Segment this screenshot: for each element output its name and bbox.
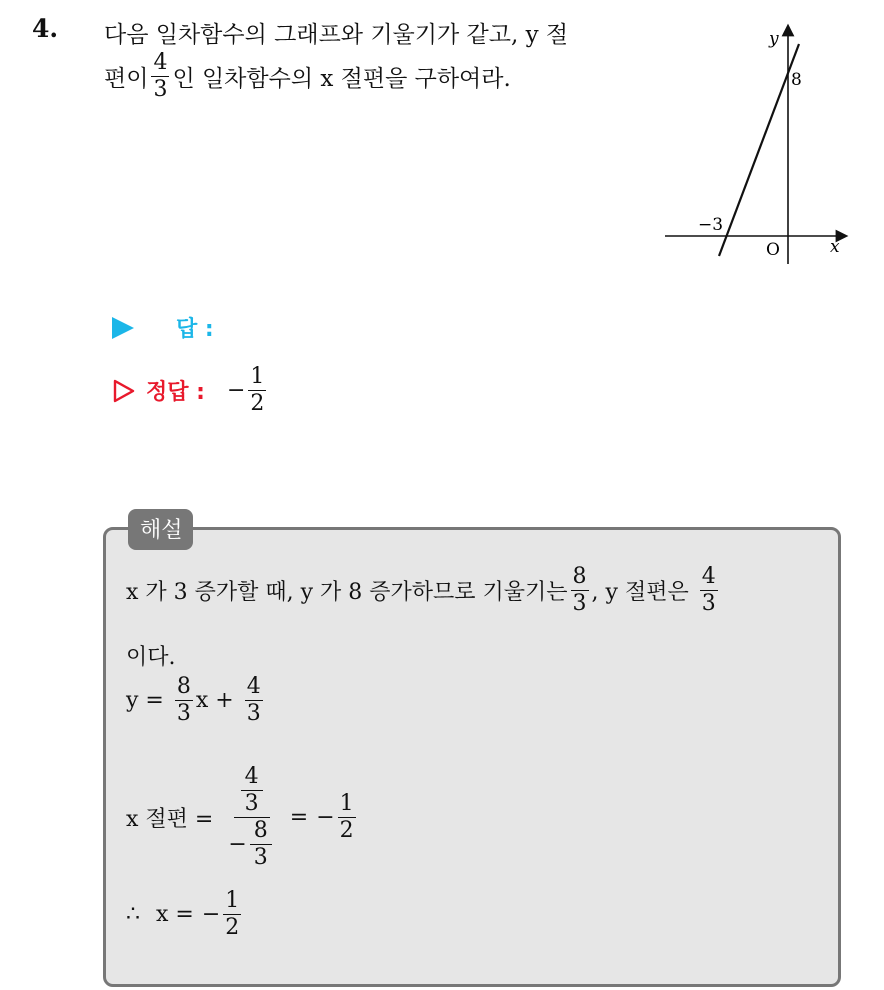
answer-label: 답 :: [176, 317, 214, 342]
eq1-fraction2: [245, 676, 263, 725]
fraction-numerator: 8: [250, 820, 272, 845]
correct-answer-value: [227, 366, 269, 415]
answer-row: [112, 312, 214, 343]
solution-equation3: [126, 890, 244, 939]
filled-triangle-icon: [112, 317, 134, 339]
fraction-denominator: 2: [339, 818, 354, 843]
solution-line1-mid: , y 절편은: [591, 580, 689, 605]
question-text-line1: 다음 일차함수의 그래프와 기울기가 같고, y 절: [104, 22, 569, 48]
eq2-result-fraction: [338, 793, 356, 842]
fraction-numerator: 4: [701, 564, 716, 589]
solution-equation1: [126, 676, 266, 725]
fraction-numerator: 4: [153, 50, 168, 75]
question-line2-suffix: 인 일차함수의 x 절편을 구하여라.: [172, 66, 511, 92]
origin-label: O: [766, 240, 780, 260]
correct-answer-label: 정답 :: [146, 380, 205, 405]
eq3-lhs: x =: [156, 902, 194, 927]
eq1-lhs: y =: [126, 688, 164, 713]
fraction-numerator: 1: [339, 791, 354, 816]
x-intercept-label: −3: [698, 215, 724, 235]
eq3-fraction: [223, 890, 241, 939]
fraction-numerator: 1: [225, 888, 240, 913]
fraction-denominator: 2: [225, 915, 240, 940]
eq2-top-fraction: [241, 766, 263, 815]
x-axis-label: x: [830, 237, 840, 257]
fraction-denominator: 3: [701, 591, 716, 616]
fraction-numerator: 8: [176, 674, 191, 699]
fraction-denominator: 3: [176, 701, 191, 726]
solution-line1-text: x 가 3 증가할 때, y 가 8 증가하므로 기울기는: [126, 580, 568, 605]
eq2-lhs: x 절편 =: [126, 807, 214, 832]
fraction-denominator: 3: [572, 591, 587, 616]
y-intercept-label: 8: [791, 70, 802, 90]
fraction-denominator: 3: [244, 791, 259, 816]
fraction-denominator: 3: [153, 77, 168, 102]
eq2-bottom-sign: −: [228, 831, 247, 857]
eq2-compound-fraction: [224, 766, 278, 869]
function-graph: [660, 22, 850, 267]
compound-numerator: [234, 766, 270, 818]
fraction-numerator: 8: [572, 564, 587, 589]
y-intercept-fraction: [151, 52, 169, 101]
question-text-line2: [104, 52, 511, 101]
fraction-numerator: 4: [241, 766, 263, 791]
eq1-mid: x +: [195, 688, 234, 713]
question-number: 4.: [32, 14, 59, 43]
compound-denominator: [224, 818, 278, 869]
question-line2-prefix: 편이: [104, 66, 149, 92]
slope-fraction: [571, 566, 589, 615]
correct-answer-row: [112, 366, 269, 415]
solution-equation2: [126, 766, 359, 869]
eq1-fraction1: [175, 676, 193, 725]
answer-fraction: [248, 366, 266, 415]
solution-tab: 해설: [128, 509, 193, 550]
eq2-equals: =: [289, 805, 309, 830]
function-line: [719, 44, 799, 256]
fraction-numerator: 4: [246, 674, 261, 699]
therefore-symbol: ∴: [126, 902, 140, 927]
outline-triangle-icon: [112, 379, 136, 403]
intercept-fraction: [700, 566, 718, 615]
eq2-bottom-fraction: [250, 820, 272, 869]
solution-line1: [126, 566, 721, 615]
eq2-sign: −: [316, 805, 335, 830]
fraction-denominator: 3: [253, 845, 268, 870]
y-axis-label: y: [769, 29, 779, 49]
fraction-numerator: 1: [250, 364, 265, 389]
answer-sign: −: [226, 378, 246, 403]
eq3-sign: −: [201, 902, 221, 927]
solution-line2: 이다.: [126, 645, 176, 670]
fraction-denominator: 3: [246, 701, 261, 726]
fraction-denominator: 2: [250, 391, 265, 416]
